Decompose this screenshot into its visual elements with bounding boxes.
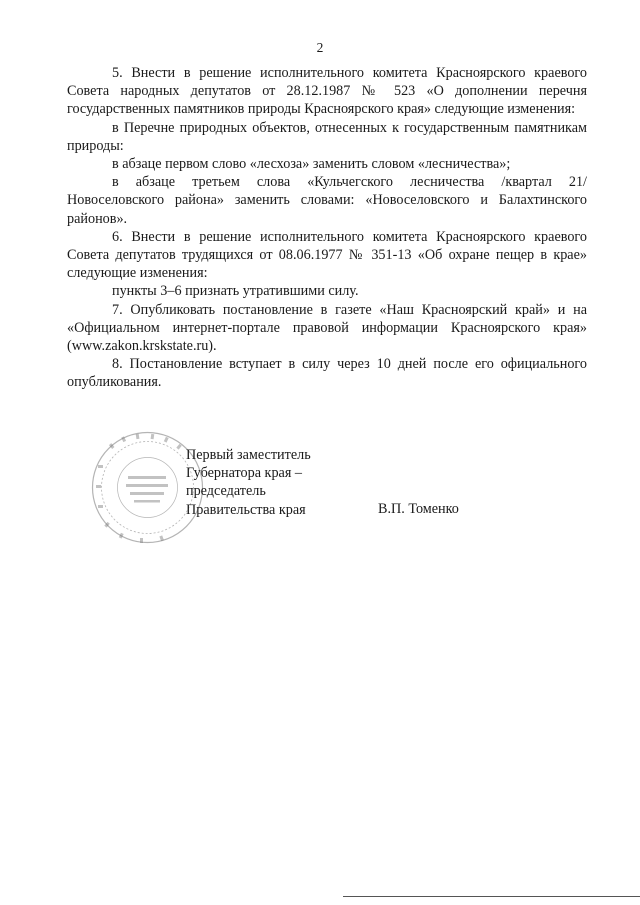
- document-body: [67, 64, 587, 392]
- signature-title-line: Первый заместитель: [186, 447, 311, 463]
- signature-title-line: Правительства края: [186, 501, 306, 518]
- signature-title-line: председатель: [186, 483, 266, 500]
- page-number: 2: [316, 40, 324, 55]
- paragraph-8: 8. Постановление вступает в силу через 10 дней после его официального опубликования.: [67, 356, 587, 391]
- paragraph-first-abzac: в абзаце первом слово «лесхоза» заменить словом «лесничества»;: [112, 156, 511, 173]
- signer-name: В.П. Томенко: [378, 501, 459, 517]
- paragraph-6: 6. Внести в решение исполнительного комитета Красноярского краевого Совета депутатов трудящихся от 08.06.1977 № 351-13 «Об охране пещер в крае» следующие изменения:: [67, 228, 587, 282]
- paragraph-5: 5. Внести в решение исполнительного комитета Красноярского краевого Совета народных депутатов от 28.12.1987 № 523 «О дополнении перечня государственных памятников природы Красноярского края» следующие изменения:: [67, 65, 587, 118]
- paragraph-third-abzac: в абзаце третьем слова «Кульчегского лесничества /квартал 21/ Новоселовского района» заменить словами: «Новоселовского и Балахтинского районов».: [67, 174, 587, 227]
- paragraph-points-void: пункты 3–6 признать утратившими силу.: [112, 283, 359, 300]
- signature-block: [186, 446, 311, 519]
- paragraph-7: 7. Опубликовать постановление в газете «Наш Красноярский край» и на «Официальном интернет-портале правовой информации Красноярского края» (www.zakon.krskstate.ru).: [67, 301, 587, 355]
- footer-rule: [343, 896, 640, 897]
- signature-title-line: Губернатора края –: [186, 465, 303, 482]
- paragraph-list-intro: в Перечне природных объектов, отнесенных к государственным памятникам природы:: [67, 119, 587, 154]
